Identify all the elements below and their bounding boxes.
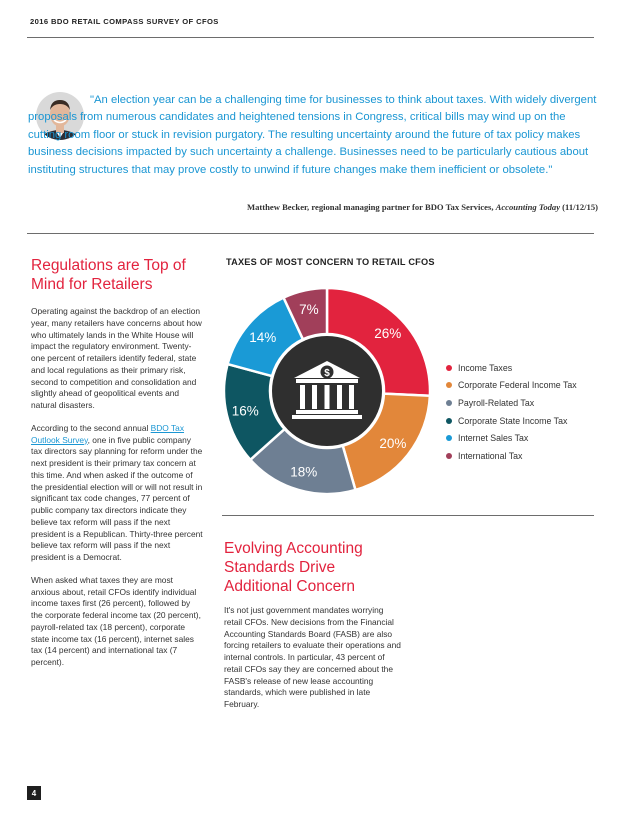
legend-swatch [446,418,452,424]
section-heading-accounting: Evolving Accounting Standards Drive Additional Concern [224,540,363,595]
legend-label: International Tax [458,450,523,461]
pie-label-corporate-federal-income-tax: 20% [379,436,407,452]
bdo-tax-outlook-survey-link[interactable]: BDO Tax Outlook Survey [31,422,185,445]
section-heading-regulations: Regulations are Top of Mind for Retailers [31,257,186,293]
report-header-title: 2016 BDO RETAIL COMPASS SURVEY OF CFOS [30,17,219,26]
legend-item-internet-sales-tax [446,429,577,447]
pie-label-payroll-related-tax: 18% [290,464,318,480]
legend-item-international-tax [446,447,577,465]
legend-label: Corporate Federal Income Tax [458,380,577,391]
donut-chart [222,286,432,496]
legend-swatch [446,400,452,406]
legend-swatch [446,435,452,441]
chart-title: TAXES OF MOST CONCERN TO RETAIL CFOS [226,257,435,267]
quote-bottom-rule [27,233,594,234]
paragraph-text: According to the second annual [31,422,151,433]
pie-label-income-taxes: 26% [374,326,402,342]
page-number: 4 [27,786,41,800]
paragraph: It's not just government mandates worrying retail CFOs. New decisions from the Financial Accounting Standards Board (FASB) are also forcing retailers to evaluate their operations and internal controls. In particular, 43 percent of retail CFOs say they are concerned about the FASB's release of new lease accounting standards, which were published in late February. [224,605,401,709]
attribution-source: Accounting Today [495,202,561,212]
legend-label: Corporate State Income Tax [458,415,568,426]
chart-legend [446,359,577,465]
paragraph: When asked what taxes they are most anxious about, retail CFOs identify individual income taxes first (26 percent), followed by the corporate federal income tax (20 percent), payroll-related tax (18 percent), corporate state income tax (16 percent), internet sales tax (14 percent) and international tax (7 percent). [31,574,201,667]
paragraph [31,423,203,564]
paragraph: Operating against the backdrop of an election year, many retailers have concerns about how who ultimately lands in the White House will impact the regulatory environment. Twenty-one percent of retailers identify federal, state and local regulations as their primary risk, second to competition and consolidation and slightly ahead of geopolitical events and natural disasters. [31,306,202,410]
section-regulations-body [31,306,203,680]
pie-label-internet-sales-tax: 14% [249,329,277,345]
legend-swatch [446,382,452,388]
pull-quote: "An election year can be a challenging time for businesses to think about taxes. With widely divergent proposals from numerous candidates and heightened tensions in Congress, critical bills may wind up on the cutting room floor or stuck in revision purgatory. The resulting uncertainty around the future of tax policy makes business decisions impacted by such uncertainty a challenge. Businesses need to be particularly cautious about instituting structures that may prove costly to unwind if future changes make them inefficient or obsolete." [28,94,597,176]
pie-label-corporate-state-income-tax: 16% [231,403,259,419]
attribution-suffix: (11/12/15) [560,202,598,212]
legend-swatch [446,453,452,459]
bank-dollar-icon [272,336,382,446]
legend-item-income-taxes [446,359,577,377]
attribution-prefix: Matthew Becker, regional managing partner for BDO Tax Services, [246,202,496,212]
section-accounting-body [224,605,402,722]
legend-label: Income Taxes [458,362,513,373]
legend-label: Payroll-Related Tax [458,397,535,408]
quote-attribution [247,202,598,212]
pie-label-international-tax: 7% [299,301,319,317]
legend-item-corporate-federal-income-tax [446,377,577,395]
chart-bottom-rule [222,515,594,516]
legend-label: Internet Sales Tax [458,433,529,444]
legend-item-payroll-related-tax [446,394,577,412]
paragraph-text: , one in five public company tax directors say planning for reform under the next president is their primary tax concern at this time. And when asked if the outcome of the presidential election will or will not result in significant tax code changes, 77 percent of public company tax directors indicate they believe tax reform will pass if the next president is a Republican. Thirty-three percent believe tax reform will pass if the next president is a Democrat. [31,434,203,562]
svg-text:$: $ [324,368,330,379]
legend-item-corporate-state-income-tax [446,412,577,430]
legend-swatch [446,365,452,371]
header-rule [27,37,594,38]
